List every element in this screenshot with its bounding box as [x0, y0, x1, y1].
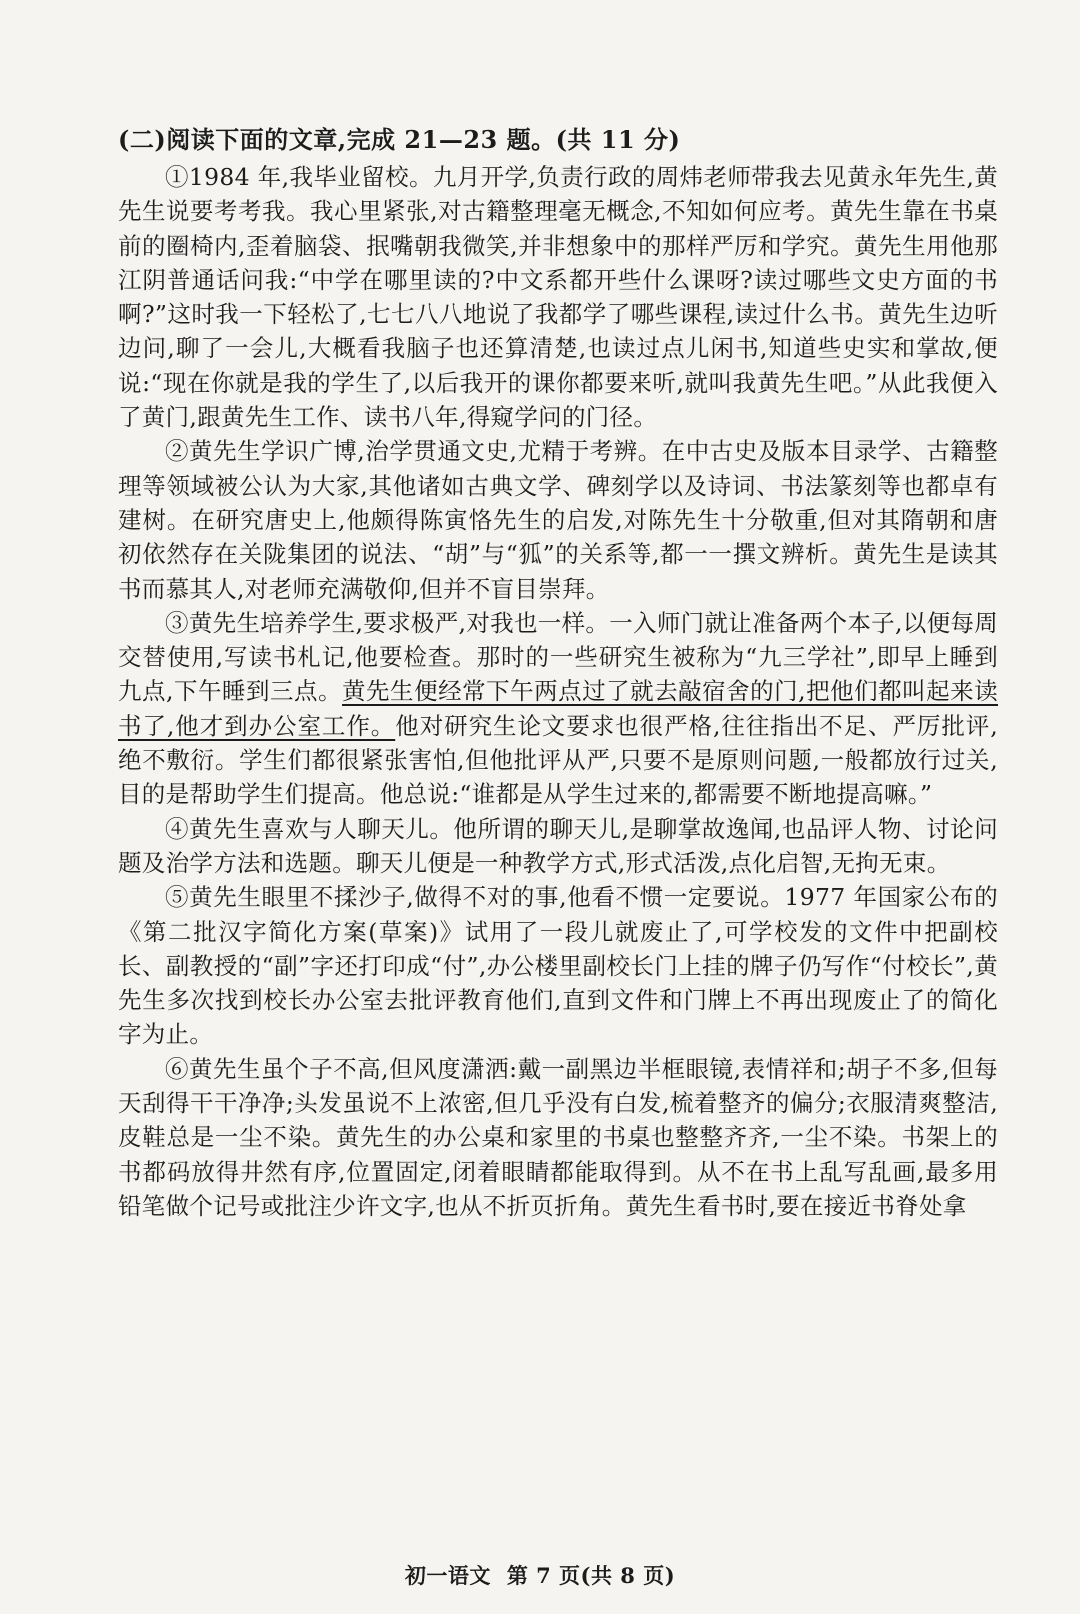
footer-subject: 初一语文	[404, 1563, 491, 1588]
paragraph-4: ④黄先生喜欢与人聊天儿。他所谓的聊天儿,是聊掌故逸闻,也品评人物、讨论问题及治学方法和选题。聊天儿便是一种教学方式,形式活泼,点化启智,无拘无束。	[118, 814, 998, 877]
footer-page-number: 第 7 页(共 8 页)	[506, 1563, 676, 1588]
page-footer	[0, 1560, 1080, 1590]
underlined-sentence: 黄先生便经常下午两点过了就去敲宿舍的门,把他们都叫起来读书了,他才到办公室工作。	[118, 677, 998, 740]
paragraph-3-text-after: 他对研究生论文要求也很严格,往往指出不足、严厉批评,绝不敷衍。学生们都很紧张害怕,但他批评从严,只要不是原则问题,一般都放行过关,目的是帮助学生们提高。他总说:“谁都是从学生过来的,都需要不断地提高嘛。”	[118, 711, 998, 809]
paragraph-2: ②黄先生学识广博,治学贯通文史,尤精于考辨。在中古史及版本目录学、古籍整理等领域被公认为大家,其他诸如古典文学、碑刻学以及诗词、书法篆刻等也都卓有建树。在研究唐史上,他颇得陈寅恪先生的启发,对陈先生十分敬重,但对其隋朝和唐初依然存在关陇集团的说法、“胡”与“狐”的关系等,都一一撰文辨析。黄先生是读其书而慕其人,对老师充满敬仰,但并不盲目崇拜。	[118, 437, 998, 603]
paragraph-5: ⑤黄先生眼里不揉沙子,做得不对的事,他看不惯一定要说。1977 年国家公布的《第二批汉字简化方案(草案)》试用了一段儿就废止了,可学校发的文件中把副校长、副教授的“副”字还打印成“付”,办公楼里副校长门上挂的牌子仍写作“付校长”,黄先生多次找到校长办公室去批评教育他们,直到文件和门牌上不再出现废止了的简化字为止。	[118, 883, 998, 1049]
paragraph-3-text-before: ③黄先生培养学生,要求极严,对我也一样。一入师门就让准备两个本子,以便每周交替使用,写读书札记,他要检查。那时的一些研究生被称为“九三学社”,即早上睡到九点,下午睡到三点。	[118, 608, 998, 706]
article-body	[118, 160, 998, 1223]
paragraph-1: ①1984 年,我毕业留校。九月开学,负责行政的周炜老师带我去见黄永年先生,黄先生说要考考我。我心里紧张,对古籍整理毫无概念,不知如何应考。黄先生靠在书桌前的圈椅内,歪着脑袋、抿嘴朝我微笑,并非想象中的那样严厉和学究。黄先生用他那江阴普通话问我:“中学在哪里读的?中文系都开些什么课呀?读过哪些文史方面的书啊?”这时我一下轻松了,七七八八地说了我都学了哪些课程,读过什么书。黄先生边听边问,聊了一会儿,大概看我脑子也还算清楚,也读过点儿闲书,知道些史实和掌故,便说:“现在你就是我的学生了,以后我开的课你都要来听,就叫我黄先生吧。”从此我便入了黄门,跟黄先生工作、读书八年,得窥学问的门径。	[118, 163, 998, 432]
paragraph-3	[118, 606, 998, 812]
paragraph-6: ⑥黄先生虽个子不高,但风度潇洒:戴一副黑边半框眼镜,表情祥和;胡子不多,但每天刮得干干净净;头发虽说不上浓密,但几乎没有白发,梳着整齐的偏分;衣服清爽整洁,皮鞋总是一尘不染。黄先生的办公桌和家里的书桌也整整齐齐,一尘不染。书架上的书都码放得井然有序,位置固定,闭着眼睛都能取得到。从不在书上乱写乱画,最多用铅笔做个记号或批注少许文字,也从不折页折角。黄先生看书时,要在接近书脊处拿	[118, 1054, 998, 1220]
section-heading: (二)阅读下面的文章,完成 21—23 题。(共 11 分)	[118, 125, 681, 154]
